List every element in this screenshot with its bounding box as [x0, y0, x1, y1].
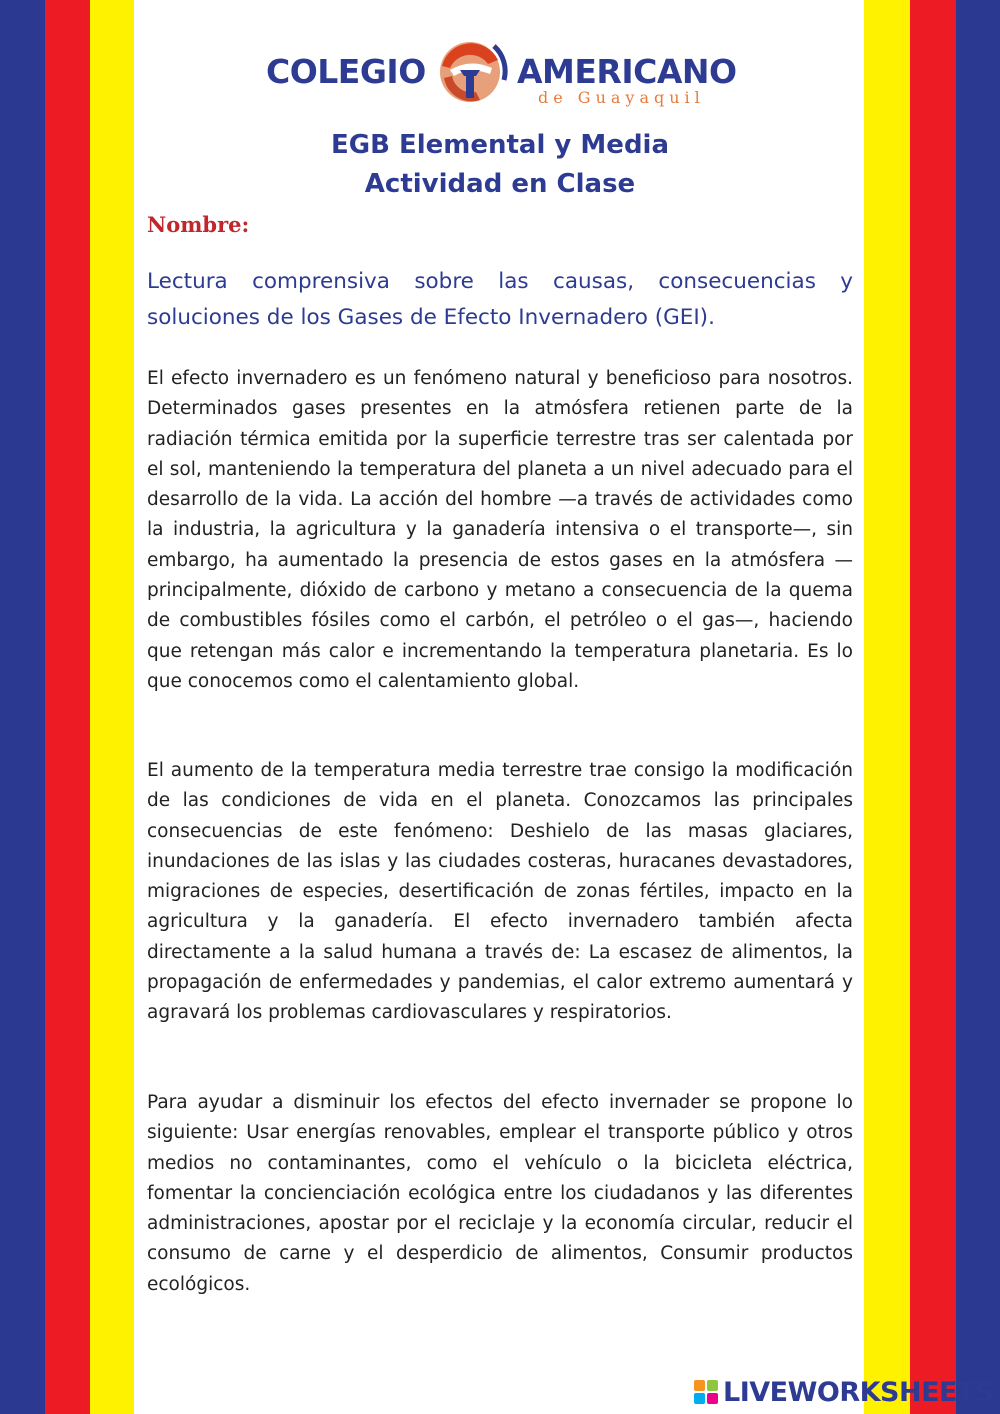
- border-stripe-red-left: [45, 0, 90, 1414]
- logo-subtitle: de Guayaquil: [538, 88, 705, 107]
- logo-emblem-icon: [430, 30, 510, 114]
- border-stripe-blue-right: [956, 0, 1000, 1414]
- paragraph-consequences: El aumento de la temperatura media terrestre trae consigo la modificación de las condiciones de vida en el planeta. Conozcamos las principales consecuencias de este fenómeno: Deshielo de las masas glaciares, inundaciones de las islas y las ciudades costeras, huracanes devastadores, migraciones de especies, desertificación de zonas fértiles, impacto en la agricultura y la ganadería. El efecto invernadero también afecta directamente a la salud humana a través de: La escasez de alimentos, la propagación de enfermedades y pandemias, el calor extremo aumentará y agravará los problemas cardiovasculares y respiratorios.: [147, 760, 853, 1024]
- school-logo: [262, 30, 762, 114]
- badge-square: [707, 1393, 718, 1404]
- badge-square: [707, 1380, 718, 1391]
- heading-activity: Actividad en Clase: [364, 169, 636, 199]
- badge-square: [694, 1380, 705, 1391]
- paragraph-causes: El efecto invernadero es un fenómeno natural y beneficioso para nosotros. Determinados gases presentes en la atmósfera retienen parte de la radiación térmica emitida por la superficie terrestre tras ser calentada por el sol, manteniendo la temperatura del planeta a un nivel adecuado para el desarrollo de la vida. La acción del hombre —a través de actividades como la industria, la agricultura y la ganadería intensiva o el transporte—, sin embargo, ha aumentado la presencia de estos gases en la atmósfera —principalmente, dióxido de carbono y metano a consecuencia de la quema de combustibles fósiles como el carbón, el petróleo o el gas—, haciendo que retengan más calor e incrementando la temperatura planetaria. Es lo que conocemos como el calentamiento global.: [147, 368, 853, 692]
- watermark-text: LIVEWORKSHEETS: [723, 1376, 994, 1408]
- name-label: Nombre:: [147, 212, 250, 237]
- intro-text: Lectura comprensiva sobre las causas, consecuencias y soluciones de los Gases de Efecto Invernadero (GEI).: [147, 269, 853, 330]
- paragraph-solutions: Para ayudar a disminuir los efectos del efecto invernader se propone lo siguiente: Usar energías renovables, emplear el transporte público y otros medios no contaminantes, como el vehículo o la bicicleta eléctrica, fomentar la concienciación ecológica entre los ciudadanos y las diferentes administraciones, apostar por el reciclaje y la economía circular, reducir el consumo de carne y el desperdicio de alimentos, Consumir productos ecológicos.: [147, 1092, 853, 1295]
- liveworksheets-logo-icon: [694, 1380, 718, 1404]
- border-stripe-blue-left: [0, 0, 45, 1414]
- liveworksheets-watermark: [694, 1374, 994, 1410]
- heading-level: EGB Elemental y Media: [330, 130, 670, 160]
- badge-square: [694, 1393, 705, 1404]
- logo-word-americano: AMERICANO: [517, 52, 737, 91]
- border-stripe-red-right: [910, 0, 956, 1414]
- logo-word-colegio: COLEGIO: [266, 52, 426, 91]
- border-stripe-yellow-right: [864, 0, 910, 1414]
- border-stripe-yellow-left: [90, 0, 134, 1414]
